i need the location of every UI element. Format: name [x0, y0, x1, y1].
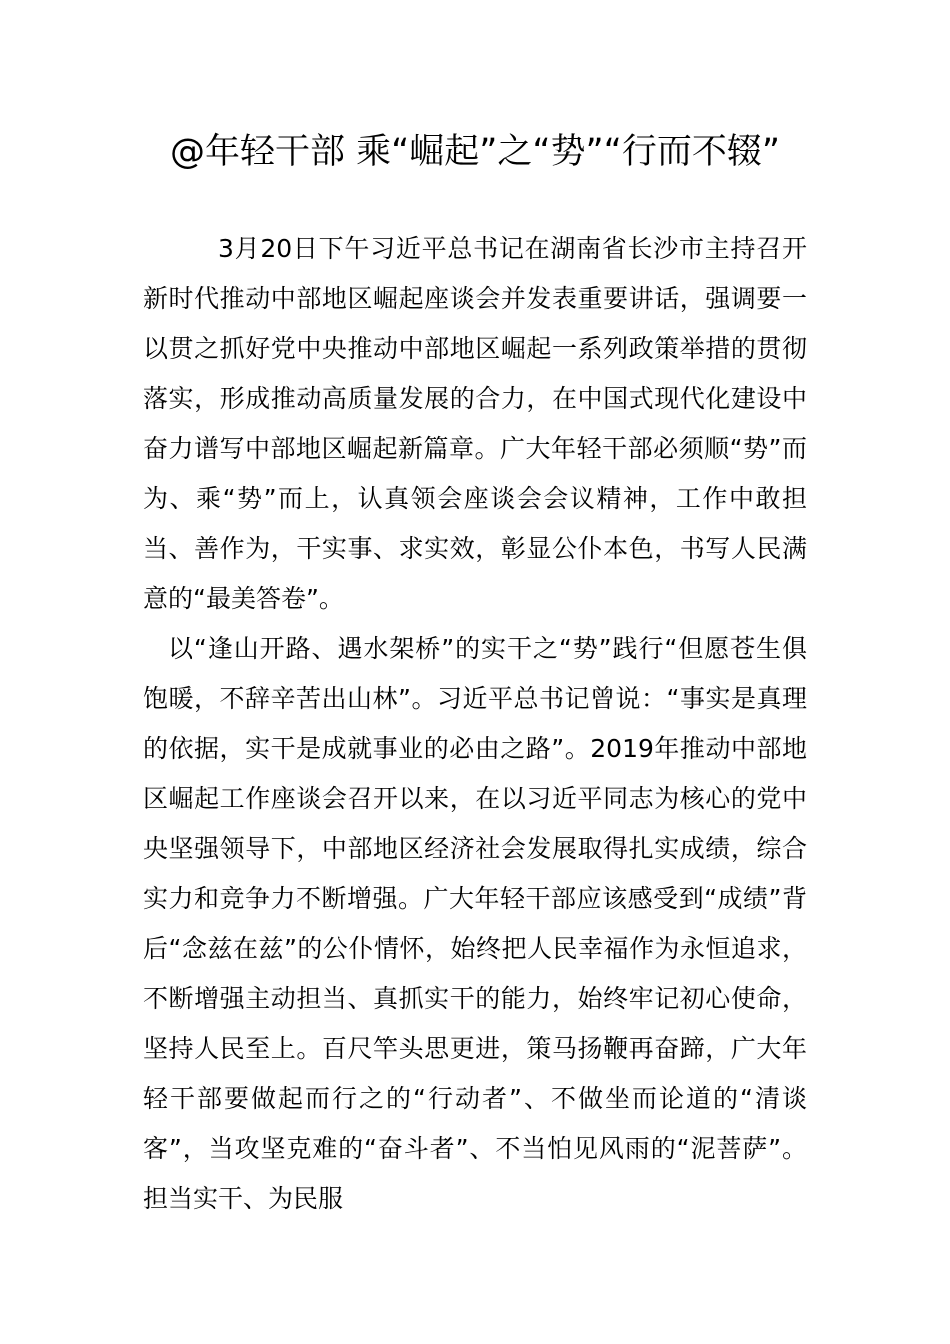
- document-body: [143, 224, 807, 1224]
- document-title: @年轻干部 乘“崛起”之“势”“行而不辍”: [170, 132, 780, 172]
- paragraph: 以“逢山开路、遇水架桥”的实干之“势”践行“但愿苍生俱饱暖，不辞辛苦出山林”。习近平总书记曾说：“事实是真理的依据，实干是成就事业的必由之路”。2019年推动中部地区崛起工作座谈会召开以来，在以习近平同志为核心的党中央坚强领导下，中部地区经济社会发展取得扎实成绩，综合实力和竞争力不断增强。广大年轻干部应该感受到“成绩”背后“念兹在兹”的公仆情怀，始终把人民幸福作为永恒追求，不断增强主动担当、真抓实干的能力，始终牢记初心使命，坚持人民至上。百尺竿头思更进，策马扬鞭再奋蹄，广大年轻干部要做起而行之的“行动者”、不做坐而论道的“清谈客”，当攻坚克难的“奋斗者”、不当怕见风雨的“泥菩萨”。担当实干、为民服: [143, 634, 807, 1213]
- paragraph: 3月20日下午习近平总书记在湖南省长沙市主持召开新时代推动中部地区崛起座谈会并发表重要讲话，强调要一以贯之抓好党中央推动中部地区崛起一系列政策举措的贯彻落实，形成推动高质量发展的合力，在中国式现代化建设中奋力谱写中部地区崛起新篇章。广大年轻干部必须顺“势”而为、乘“势”而上，认真领会座谈会会议精神，工作中敢担当、善作为，干实事、求实效，彰显公仆本色，书写人民满意的“最美答卷”。: [143, 234, 807, 613]
